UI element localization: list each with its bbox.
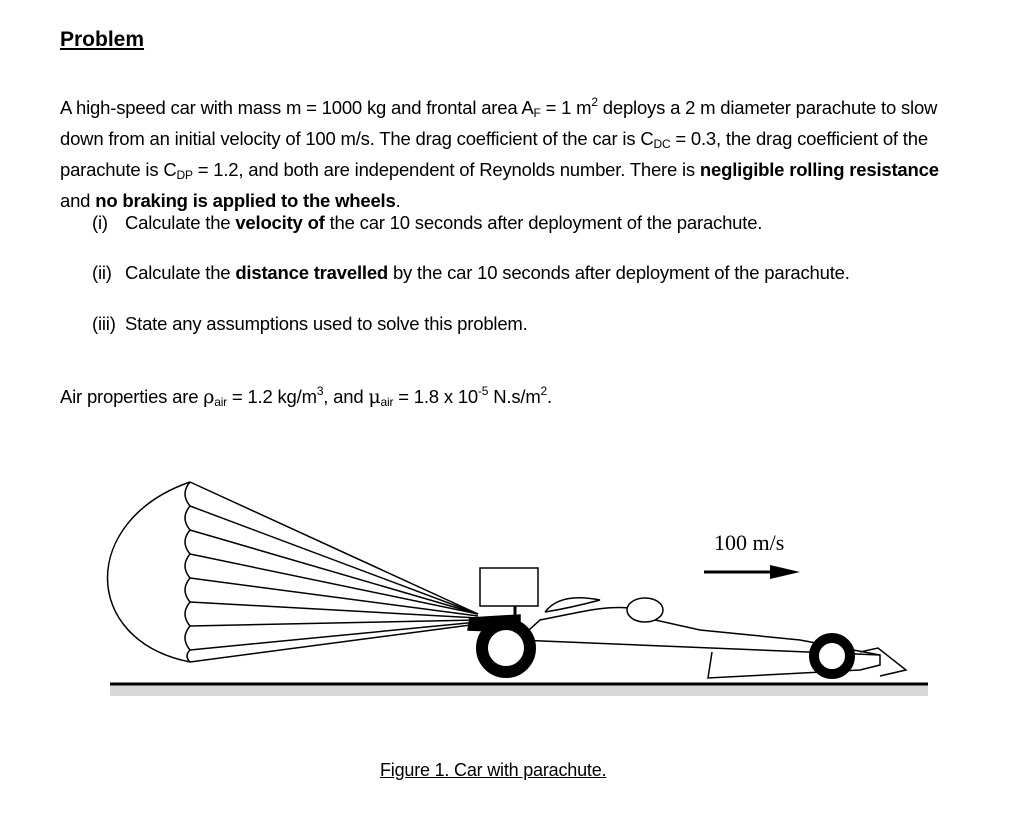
ground	[110, 684, 928, 696]
race-car	[468, 568, 906, 678]
figure-caption: Figure 1. Car with parachute.	[380, 760, 607, 780]
question-item: (ii) Calculate the distance travelled by the car 10 seconds after deployment of the parachute.	[92, 262, 850, 283]
speed-label: 100 m/s	[714, 530, 785, 555]
parachute-canopy	[108, 482, 191, 662]
question-item: (iii) State any assumptions used to solve this problem.	[92, 313, 528, 334]
parachute	[108, 482, 479, 662]
parachute-skirt	[185, 482, 190, 662]
shroud-lines	[190, 482, 478, 662]
rear-wheel	[482, 624, 530, 672]
question-item: (i) Calculate the velocity of the car 10 seconds after deployment of the parachute.	[92, 212, 763, 233]
problem-statement: A high-speed car with mass m = 1000 kg and frontal area $A_F = 1$ $m^2$ deploys a 2 m diameter parachute to slow down from an initial velocity of 100 m/s. The drag coefficient of the car is $C_{DC} = 0.3$, the drag coefficient of the parachute is $C_{DP} = 1.2$, and both are independent of Reynolds number. There is negligible rolling resistance and no braking is applied to the wheels.	[60, 95, 939, 211]
driver-helmet	[627, 598, 663, 622]
heading-problem: Problem	[60, 28, 145, 51]
air-properties: Air properties are $\rho_{air} = 1.2$ $kg/m^3$, and $\mu_{air} = 1.8$ x $10^{-5}$ $N.s/m^2$.	[60, 384, 552, 409]
velocity-arrow	[704, 565, 800, 579]
parachute-pack	[480, 568, 538, 606]
front-wheel	[814, 638, 850, 674]
